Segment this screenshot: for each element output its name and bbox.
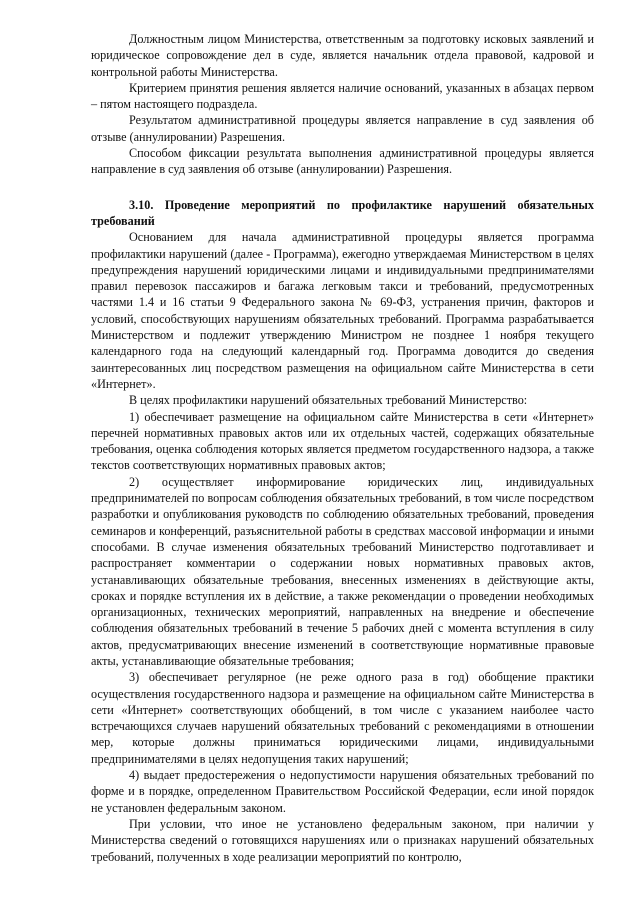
paragraph-program-basis: Основанием для начала административной процедуры является программа профилактики нарушений (далее - Программа), ежегодно утверждаемая Министерством в целях предупреждения нарушений юридическими лицами и индивидуальными предпринимателями правил перевозок пассажиров и багажа легковым такси и требований, предусмотренных частями 1.4 и 16 статьи 9 Федерального закона № 69-ФЗ, устранения причин, факторов и условий, способствующих нарушениям обязательных требований. Программа разрабатывается Министерством и подлежит утверждению Министром не позднее 1 ноября текущего календарного года на следующий календарный год. Программа доводится до сведения заинтересованных лиц посредством размещения на официальном сайте Министерства в сети «Интернет».: [91, 230, 594, 391]
section-heading: 3.10. Проведение мероприятий по профилактике нарушений обязательных требований: [91, 197, 594, 228]
list-item-4: 4) выдает предостережения о недопустимости нарушения обязательных требований по форме и в порядке, определенном Правительством Российской Федерации, если иной порядок не установлен федеральным законом.: [91, 768, 594, 815]
paragraph-procedure-result: Результатом административной процедуры является направление в суд заявления об отзыве (аннулировании) Разрешения.: [91, 113, 594, 144]
list-item-2: 2) осуществляет информирование юридических лиц, индивидуальных предпринимателей по вопросам соблюдения обязательных требований, в том числе посредством разработки и опубликования руководств по соблюдению обязательных требований, проведения семинаров и конференций, разъяснительной работы в средствах массовой информации и иными способами. В случае изменения обязательных требований Министерство подготавливает и распространяет комментарии о содержании новых нормативных правовых актов, устанавливающих обязательные требования, внесенных изменениях в действующие акты, сроках и порядке вступления их в действие, а также рекомендации о проведении необходимых организационных, технических мероприятий, направленных на внедрение и обеспечение соблюдения обязательных требований в течение 5 рабочих дней с момента вступления в силу актов, предусматривающих внесение изменений в соответствующие нормативные правовые акты, устанавливающие обязательные требования;: [91, 474, 594, 668]
paragraph-fixation-method: Способом фиксации результата выполнения административной процедуры является направление в суд заявления об отзыве (аннулировании) Разрешения.: [91, 146, 594, 177]
document-page: [91, 31, 594, 865]
list-item-3: 3) обеспечивает регулярное (не реже одного раза в год) обобщение практики осуществления государственного надзора и размещение на официальном сайте Министерства в сети «Интернет» соответствующих обобщений, в том числе с указанием наиболее часто встречающихся случаев нарушений обязательных требований с рекомендациями в отношении мер, которые должны приниматься юридическими лицами, индивидуальными предпринимателями в целях недопущения таких нарушений;: [91, 670, 594, 766]
paragraph-prevention-intro: В целях профилактики нарушений обязательных требований Министерство:: [129, 393, 528, 408]
paragraph-responsible-official: Должностным лицом Министерства, ответственным за подготовку исковых заявлений и юридическое сопровождение дел в суде, является начальник отдела правовой, кадровой и контрольной работы Министерства.: [91, 32, 594, 79]
paragraph-warning-conditions: При условии, что иное не установлено федеральным законом, при наличии у Министерства сведений о готовящихся нарушениях или о признаках нарушений обязательных требований, полученных в ходе реализации мероприятий по контролю,: [91, 816, 594, 864]
list-item-1: 1) обеспечивает размещение на официальном сайте Министерства в сети «Интернет» перечней нормативных правовых актов или их отдельных частей, содержащих обязательные требования, оценка соблюдения которых является предметом государственного надзора, а также текстов соответствующих нормативных правовых актов;: [91, 409, 594, 473]
paragraph-decision-criterion: Критерием принятия решения является наличие оснований, указанных в абзацах первом – пятом настоящего подраздела.: [91, 80, 594, 112]
